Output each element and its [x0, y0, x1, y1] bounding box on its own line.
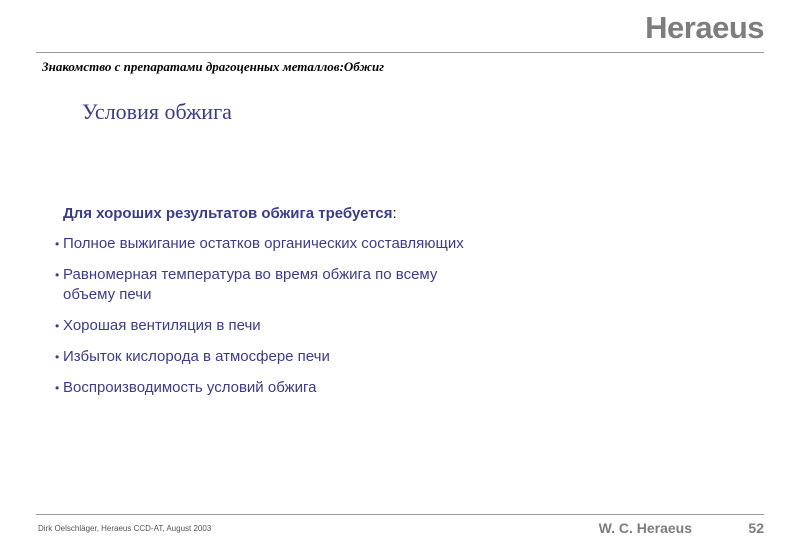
list-item-text-cont: объему печи	[63, 286, 152, 303]
slide-content	[55, 204, 575, 409]
list-item-text: Воспроизводимость условий обжига	[63, 379, 317, 396]
list-item	[55, 265, 575, 305]
heraeus-logo: Heraeus	[645, 10, 764, 45]
intro-line	[63, 204, 575, 224]
bullet-icon: •	[55, 319, 60, 333]
list-item	[55, 347, 575, 367]
list-item	[55, 234, 575, 254]
list-item-text: Хорошая вентиляция в печи	[63, 317, 261, 334]
requirements-list	[55, 234, 575, 398]
footer-divider	[36, 514, 764, 515]
intro-colon: :	[392, 205, 397, 222]
footer-author: Dirk Oelschläger, Heraeus CCD-AT, August 2003	[38, 524, 212, 533]
bullet-icon: •	[55, 237, 60, 251]
list-item	[55, 316, 575, 336]
footer-company: W. C. Heraeus	[598, 520, 692, 536]
presentation-subtitle: Знакомство с препаратами драгоценных металлов:Обжиг	[42, 59, 385, 74]
bullet-icon: •	[55, 381, 60, 395]
intro-text: Для хороших результатов обжига требуется	[63, 205, 393, 222]
slide-title: Условия обжига	[82, 99, 232, 124]
list-item	[55, 378, 575, 398]
bullet-icon: •	[55, 268, 60, 282]
header-divider	[36, 52, 764, 53]
page-number: 52	[748, 520, 764, 536]
list-item-text: Избыток кислорода в атмосфере печи	[63, 348, 330, 365]
bullet-icon: •	[55, 350, 60, 364]
list-item-text: Полное выжигание остатков органических составляющих	[63, 235, 464, 252]
list-item-text: Равномерная температура во время обжига по всему	[63, 266, 438, 283]
